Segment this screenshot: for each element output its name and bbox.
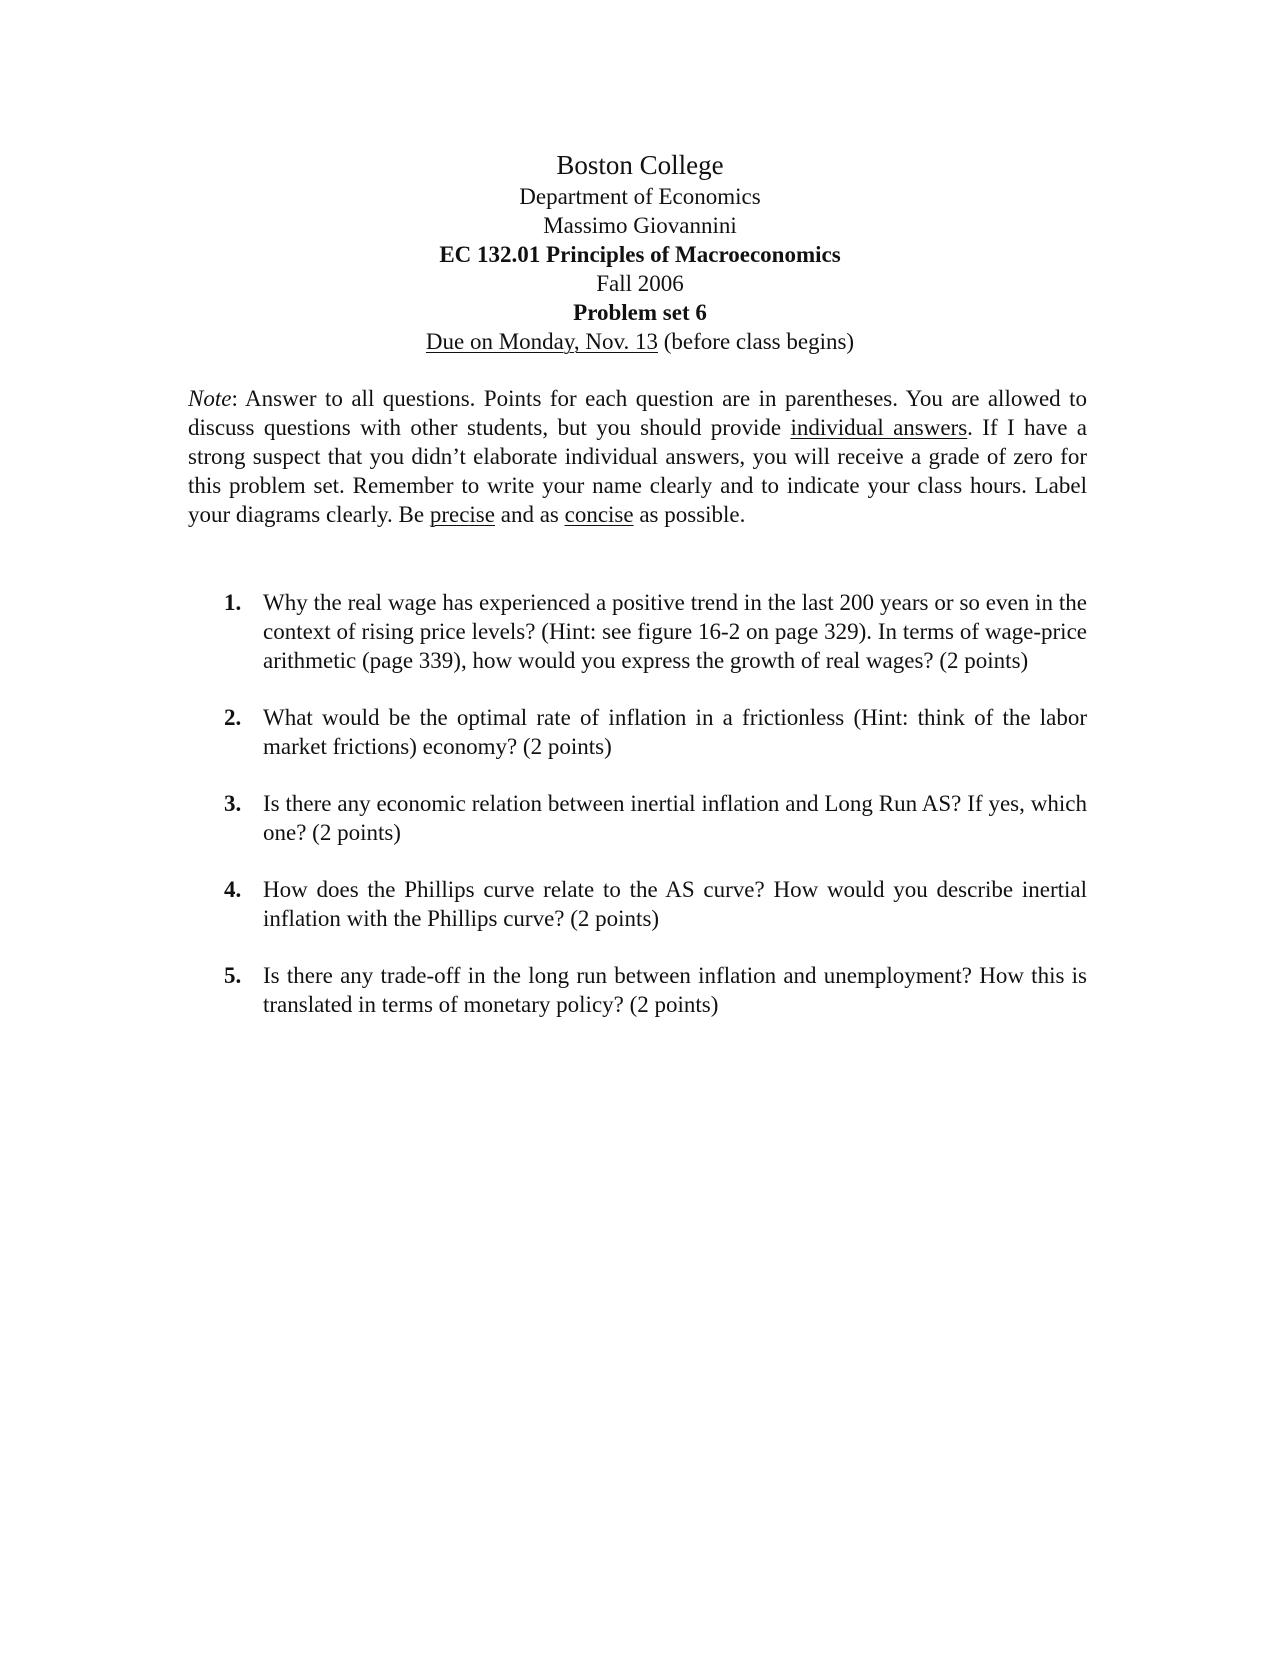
question-item: [188, 588, 1087, 675]
question-item: [188, 789, 1087, 847]
question-number: 5.: [224, 963, 242, 988]
due-date-line: [0, 327, 1280, 356]
question-text: Is there any trade-off in the long run between inflation and unemployment? How this is translated in terms of monetary policy? (2 points): [263, 963, 1087, 1017]
note-text-2: . If I have a strong suspect that you didn’t elaborate individual answers, you will receive a grade of zero for this problem set. Remember to write your name clearly and to indicate your class hours. Label your diagrams clearly. Be: [188, 415, 1087, 527]
course-title: EC 132.01 Principles of Macroeconomics: [439, 242, 841, 267]
due-date: Due on Monday, Nov. 13: [425, 329, 659, 354]
document-header: [0, 148, 1280, 356]
note-underline-individual-answers: individual answers: [790, 415, 968, 440]
note-label: Note: [188, 386, 232, 411]
department-name: Department of Economics: [519, 184, 761, 209]
term: Fall 2006: [596, 271, 684, 296]
question-text: Why the real wage has experienced a positive trend in the last 200 years or so even in the context of rising price levels? (Hint: see figure 16-2 on page 329). In terms of wage-price arithmetic (page 339), how would you express the growth of real wages? (2 points): [263, 590, 1087, 673]
note-text-3: and as: [494, 502, 565, 527]
question-text: Is there any economic relation between inertial inflation and Long Run AS? If yes, which one? (2 points): [263, 791, 1087, 845]
question-text: How does the Phillips curve relate to the AS curve? How would you describe inertial inflation with the Phillips curve? (2 points): [263, 877, 1087, 931]
due-date-note: (before class begins): [658, 329, 855, 354]
institution-name: Boston College: [556, 150, 724, 180]
instructions-note: [188, 384, 1087, 529]
question-number: 1.: [224, 590, 242, 615]
question-number: 3.: [224, 791, 242, 816]
instructor-name: Massimo Giovannini: [543, 213, 737, 238]
note-underline-precise: precise: [429, 502, 495, 527]
assignment-title: Problem set 6: [573, 300, 707, 325]
question-number: 4.: [224, 877, 242, 902]
question-list: [188, 588, 1087, 1047]
note-text-1: : Answer to all questions. Points for each question are in parentheses. You are allowed to discuss questions with other students, but you should provide: [188, 386, 1087, 440]
question-item: [188, 875, 1087, 933]
question-text: What would be the optimal rate of inflation in a frictionless (Hint: think of the labor market frictions) economy? (2 points): [263, 705, 1087, 759]
question-item: [188, 961, 1087, 1019]
note-text-4: as possible.: [633, 502, 746, 527]
question-item: [188, 703, 1087, 761]
note-underline-concise: concise: [564, 502, 634, 527]
question-number: 2.: [224, 705, 242, 730]
